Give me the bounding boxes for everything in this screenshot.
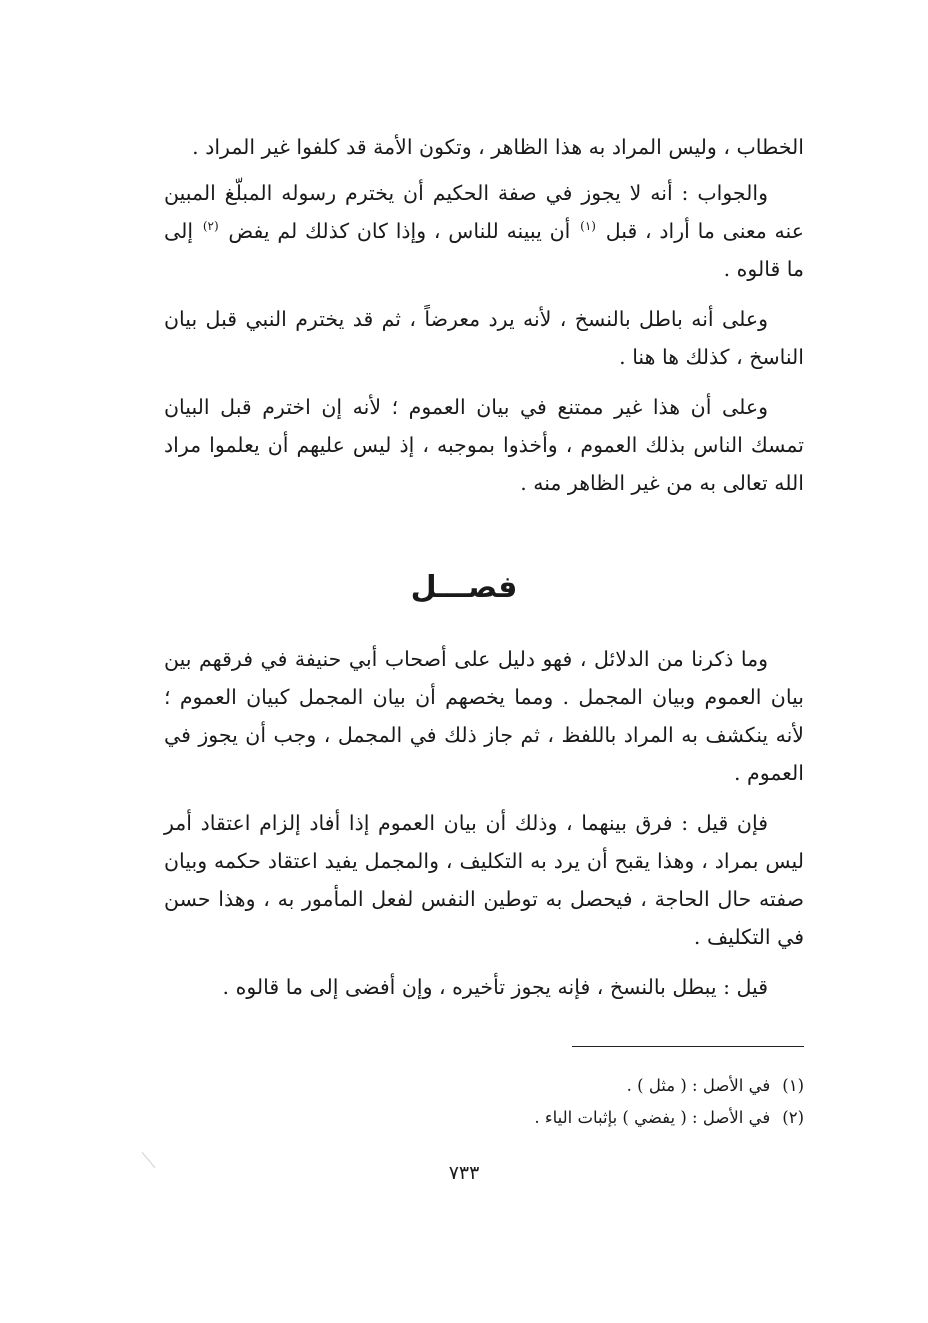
footnote-number: (٢) bbox=[782, 1108, 804, 1127]
paragraph-5: وما ذكرنا من الدلائل ، فهو دليل على أصحاب أبي حنيفة في فرقهم بين بيان العموم وبيان المجمل . ومما يخصهم أن بيان المجمل كبيان العموم ؛ لأنه ينكشف به المراد باللفظ ، ثم جاز ذلك في المجمل ، وجب أن يجوز في العموم . bbox=[164, 647, 804, 785]
footnotes bbox=[164, 1070, 804, 1134]
paragraph-3: وعلى أنه باطل بالنسخ ، لأنه يرد معرضاً ، ثم قد يخترم النبي قبل بيان الناسخ ، كذلك ها هنا . bbox=[164, 307, 804, 369]
footnote-number: (١) bbox=[782, 1076, 804, 1095]
paragraph-2-part-b: أن يبينه للناس ، وإذا كان كذلك لم يفض bbox=[228, 219, 571, 243]
paragraph-2-part-a: والجواب : أنه لا يجوز في صفة الحكيم أن يخترم رسوله المبلّغ المبين عنه معنى ما أراد ، قبل bbox=[164, 181, 804, 243]
footnote-2 bbox=[164, 1102, 804, 1134]
paragraph-4: وعلى أن هذا غير ممتنع في بيان العموم ؛ لأنه إن اخترم قبل البيان تمسك الناس بذلك العموم ، وأخذوا بموجبه ، إذ ليس عليهم أن يعلموا مراد الله تعالى به من غير الظاهر منه . bbox=[164, 395, 804, 495]
page-number: ٧٣٣ bbox=[448, 1162, 480, 1184]
footnote-divider bbox=[572, 1046, 804, 1047]
lower-text-block bbox=[164, 640, 804, 1006]
paragraph-2 bbox=[164, 174, 804, 288]
paragraph-2-part-c: إلى ما قالوه . bbox=[164, 219, 804, 281]
paragraph-6: فإن قيل : فرق بينهما ، وذلك أن بيان العموم إذا أفاد إلزام اعتقاد أمر ليس بمراد ، وهذا يقبح أن يرد به التكليف ، والمجمل يفيد اعتقاد حكمه وبيان صفته حال الحاجة ، فيحصل به توطين النفس لفعل المأمور به ، وهذا حسن في التكليف . bbox=[164, 811, 804, 949]
upper-text-block bbox=[164, 128, 804, 502]
footnote-1 bbox=[164, 1070, 804, 1102]
paragraph-1: الخطاب ، وليس المراد به هذا الظاهر ، وتكون الأمة قد كلفوا غير المراد . bbox=[192, 135, 804, 159]
section-heading-fasl: فصـــل bbox=[410, 570, 518, 605]
footnote-ref-2[interactable]: (٢) bbox=[202, 219, 219, 234]
footnote-text: في الأصل : ( مثل ) . bbox=[626, 1076, 771, 1095]
footnote-ref-1[interactable]: (١) bbox=[580, 219, 596, 234]
paragraph-7: قيل : يبطل بالنسخ ، فإنه يجوز تأخيره ، وإن أفضى إلى ما قالوه . bbox=[222, 975, 768, 999]
footnote-text: في الأصل : ( يفضي ) بإثبات الياء . bbox=[534, 1108, 771, 1127]
